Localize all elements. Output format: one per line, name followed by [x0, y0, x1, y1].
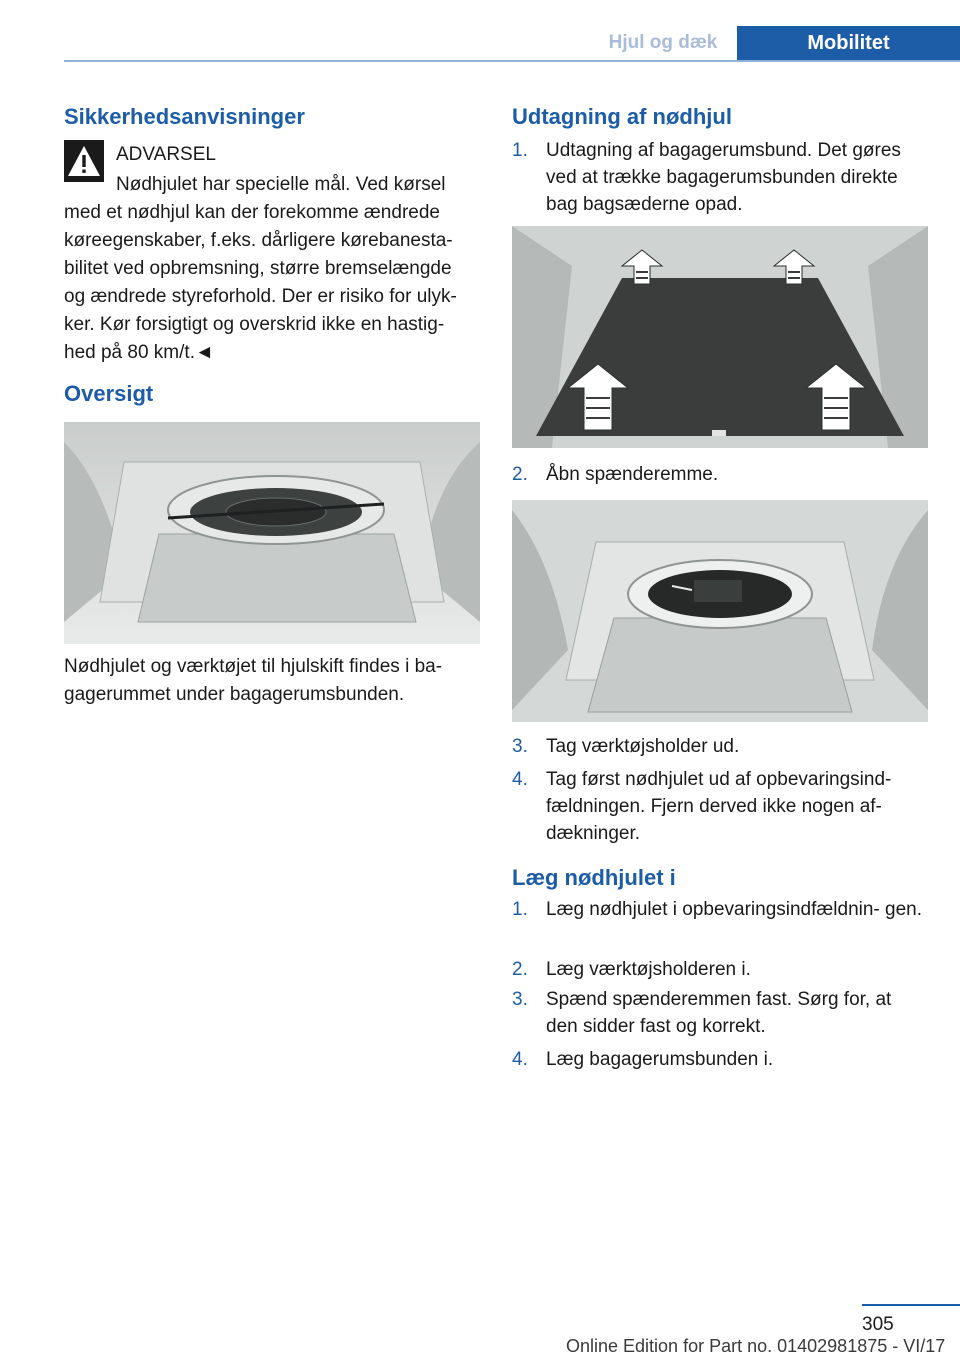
insert-heading: Læg nødhjulet i [512, 865, 676, 890]
step-number: 3. [512, 736, 528, 757]
step-number: 1. [512, 899, 528, 920]
step-number: 2. [512, 959, 528, 980]
warning-line: Nødhjulet har specielle mål. Ved kørsel [116, 174, 446, 195]
spare-wheel-well-image [512, 500, 928, 722]
overview-text: Nødhjulet og værktøjet til hjulskift findes i ba‐ [64, 656, 443, 677]
step-text: Læg værktøjsholderen i. [546, 959, 751, 980]
step-number: 4. [512, 769, 528, 790]
tab-chapter[interactable]: Hjul og dæk [608, 32, 718, 53]
overview-heading: Oversigt [64, 381, 154, 406]
warning-line: hed på 80 km/t.◄ [64, 342, 214, 363]
page-number: 305 [862, 1314, 894, 1335]
overview-text: gagerummet under bagagerumsbunden. [64, 684, 405, 705]
warning-line: ker. Kør forsigtigt og overskrid ikke en hastig‐ [64, 314, 445, 335]
step-text: Læg bagagerumsbunden i. [546, 1049, 774, 1070]
warning-line: og ændrede styreforhold. Der er risiko for ulyk‐ [64, 286, 457, 307]
warning-line: bilitet ved opbremsning, større bremselængde [64, 258, 452, 279]
warning-icon [64, 140, 104, 182]
removal-step [512, 137, 922, 217]
warning-label: ADVARSEL [116, 144, 216, 165]
step-text: Læg nødhjulet i opbevaringsindfældnin‐ gen. [546, 899, 923, 920]
trunk-floor-lift-image [512, 226, 928, 448]
step-text: Tag først nødhjulet ud af opbevaringsind‐ fældningen. Fjern derved ikke nogen af‐ dækninger. [546, 769, 892, 844]
step-number: 1. [512, 140, 528, 161]
warning-line: køreegenskaber, f.eks. dårligere kørebanesta‐ [64, 230, 453, 251]
step-number: 2. [512, 464, 528, 485]
step-text: Udtagning af bagagerumsbund. Det gøres ved at trække bagagerumsbunden direkte bag bagsæderne opad. [546, 140, 901, 215]
removal-step [512, 733, 922, 761]
step-text: Åbn spænderemme. [546, 464, 719, 485]
tab-section[interactable]: Mobilitet [737, 26, 960, 60]
insert-step [512, 986, 922, 1042]
step-number: 3. [512, 989, 528, 1010]
header-divider [64, 60, 960, 62]
step-text: Spænd spænderemmen fast. Sørg for, at den sidder fast og korrekt. [546, 989, 892, 1037]
edition-text: Online Edition for Part no. 01402981875 - VI/17 [566, 1336, 946, 1356]
insert-step [512, 896, 922, 952]
step-text: Tag værktøjsholder ud. [546, 736, 740, 757]
trunk-overview-image [64, 422, 480, 644]
footer-divider [862, 1304, 960, 1306]
removal-step [512, 461, 922, 489]
safety-heading: Sikkerhedsanvisninger [64, 104, 305, 129]
insert-step [512, 1046, 922, 1074]
insert-step [512, 956, 922, 984]
removal-heading: Udtagning af nødhjul [512, 104, 732, 129]
removal-step [512, 766, 922, 846]
step-number: 4. [512, 1049, 528, 1070]
warning-line: med et nødhjul kan der forekomme ændrede [64, 202, 440, 223]
